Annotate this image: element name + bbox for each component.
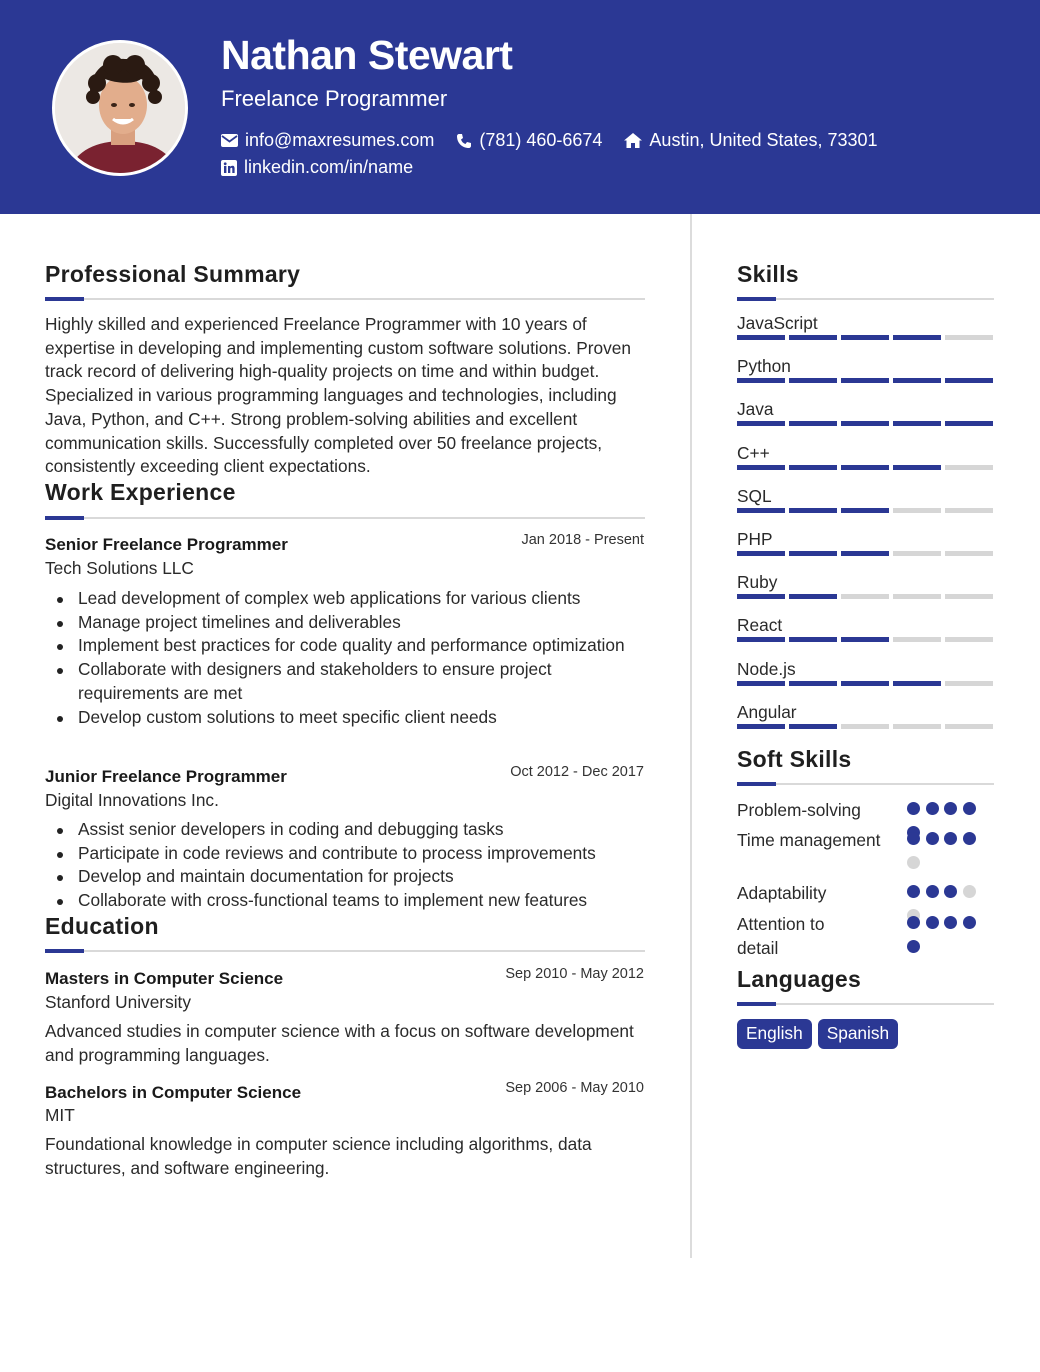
skill-level-segment	[737, 681, 785, 686]
rating-dot	[907, 885, 920, 898]
school-name: Stanford University	[45, 992, 191, 1012]
skill-name: Python	[737, 356, 791, 377]
contact-location	[624, 130, 877, 151]
job-bullet: Lead development of complex web applications for various clients	[78, 587, 648, 611]
skill-level-segment	[945, 724, 993, 729]
skill-level-bars	[737, 594, 993, 599]
skill-level-segment	[841, 335, 889, 340]
job-company: Tech Solutions LLC	[45, 558, 194, 578]
rating-dot	[926, 802, 939, 815]
job-date: Oct 2012 - Dec 2017	[510, 764, 644, 780]
skill-level-bars	[737, 421, 993, 426]
location-text: Austin, United States, 73301	[649, 130, 878, 150]
soft-skills-rule	[737, 783, 994, 785]
contact-row-2	[221, 157, 435, 178]
skill-level-segment	[789, 551, 837, 556]
skills-heading: Skills	[737, 261, 799, 287]
summary-rule	[45, 298, 645, 300]
profile-photo	[52, 40, 188, 176]
rating-dot	[907, 940, 920, 953]
rating-dot	[926, 832, 939, 845]
email-text: info@maxresumes.com	[245, 130, 435, 150]
skill-level-bars	[737, 465, 993, 470]
skill-name: SQL	[737, 485, 772, 506]
rating-dot	[926, 916, 939, 929]
skill-level-segment	[893, 551, 941, 556]
skill-level-segment	[737, 335, 785, 340]
rating-dot	[926, 885, 939, 898]
languages-list	[737, 1019, 898, 1049]
home-icon	[624, 133, 642, 148]
job-bullet: Implement best practices for code quality and performance optimization	[78, 634, 648, 658]
school-name: MIT	[45, 1105, 75, 1125]
phone-icon	[456, 133, 472, 149]
soft-skills-heading: Soft Skills	[737, 746, 852, 772]
degree-description: Foundational knowledge in computer science including algorithms, data structures, and software engineering.	[45, 1134, 592, 1178]
candidate-role: Freelance Programmer	[221, 86, 448, 111]
skill-level-segment	[841, 594, 889, 599]
skill-level-segment	[789, 465, 837, 470]
language-tag: Spanish	[818, 1019, 898, 1049]
skill-level-segment	[893, 724, 941, 729]
skill-level-segment	[945, 551, 993, 556]
skill-row	[737, 443, 993, 470]
skill-level-segment	[893, 594, 941, 599]
skill-level-segment	[789, 724, 837, 729]
job-bullet: Collaborate with designers and stakeholders to ensure project requirements are met	[78, 658, 648, 705]
skill-level-segment	[737, 551, 785, 556]
skill-level-segment	[737, 724, 785, 729]
skill-level-segment	[945, 378, 993, 383]
rating-dot	[907, 916, 920, 929]
experience-heading: Work Experience	[45, 479, 236, 505]
skill-level-segment	[945, 637, 993, 642]
languages-heading: Languages	[737, 966, 862, 992]
rating-dot	[907, 856, 920, 869]
skill-name: Ruby	[737, 572, 778, 593]
skill-level-segment	[737, 508, 785, 513]
rating-dot	[944, 802, 957, 815]
skill-level-segment	[893, 681, 941, 686]
skill-row	[737, 399, 993, 426]
skill-level-segment	[945, 421, 993, 426]
header-banner	[0, 0, 1040, 214]
skill-row	[737, 529, 993, 556]
phone-text: (781) 460-6674	[479, 130, 603, 150]
linkedin-text: linkedin.com/in/name	[244, 157, 414, 177]
skill-level-bars	[737, 508, 993, 513]
skill-level-segment	[893, 508, 941, 513]
language-tag: English	[737, 1019, 812, 1049]
skill-level-bars	[737, 637, 993, 642]
experience-rule	[45, 517, 645, 519]
skill-level-segment	[841, 551, 889, 556]
skill-level-segment	[893, 378, 941, 383]
linkedin-icon	[221, 160, 237, 176]
rating-dot	[907, 802, 920, 815]
skill-name: Java	[737, 399, 774, 420]
rating-dot	[963, 832, 976, 845]
profile-photo-illustration	[55, 43, 188, 176]
skill-level-segment	[737, 637, 785, 642]
rating-dot	[907, 832, 920, 845]
skill-level-segment	[945, 335, 993, 340]
rating-dot	[963, 885, 976, 898]
skill-level-segment	[841, 421, 889, 426]
skill-row	[737, 659, 993, 686]
rating-dot	[944, 885, 957, 898]
degree-date: Sep 2010 - May 2012	[505, 966, 644, 982]
skill-level-bars	[737, 724, 993, 729]
skill-row	[737, 486, 993, 513]
skill-level-segment	[893, 637, 941, 642]
skill-level-segment	[945, 594, 993, 599]
candidate-name: Nathan Stewart	[221, 32, 513, 78]
rating-dot	[963, 916, 976, 929]
skill-name: React	[737, 615, 783, 636]
skill-level-segment	[945, 508, 993, 513]
skill-level-segment	[841, 465, 889, 470]
languages-rule	[737, 1003, 994, 1005]
skill-level-bars	[737, 335, 993, 340]
job-company: Digital Innovations Inc.	[45, 790, 219, 810]
skill-row	[737, 313, 993, 340]
skill-level-segment	[789, 594, 837, 599]
rating-dot	[944, 832, 957, 845]
skill-level-segment	[789, 508, 837, 513]
job-title: Junior Freelance Programmer	[45, 767, 287, 786]
contact-linkedin[interactable]	[221, 157, 413, 178]
summary-heading: Professional Summary	[45, 261, 301, 287]
skill-level-segment	[789, 335, 837, 340]
job-bullet: Participate in code reviews and contribute to process improvements	[78, 842, 648, 866]
job-title: Senior Freelance Programmer	[45, 535, 288, 554]
degree-title: Bachelors in Computer Science	[45, 1083, 302, 1102]
skills-rule	[737, 298, 994, 300]
skill-level-bars	[737, 681, 993, 686]
column-divider	[690, 214, 692, 1258]
skill-level-segment	[841, 508, 889, 513]
skill-name: JavaScript	[737, 313, 818, 333]
skill-level-segment	[841, 637, 889, 642]
skill-level-segment	[737, 421, 785, 426]
skill-level-segment	[789, 637, 837, 642]
job-bullet: Manage project timelines and deliverables	[78, 611, 648, 635]
soft-skill-name: Attention to detail	[737, 914, 825, 958]
soft-skill-name: Adaptability	[737, 883, 827, 903]
skill-level-segment	[789, 421, 837, 426]
envelope-icon	[221, 134, 238, 147]
degree-title: Masters in Computer Science	[45, 969, 284, 988]
skill-level-segment	[789, 378, 837, 383]
job-bullets	[78, 587, 648, 729]
skill-name: Angular	[737, 701, 797, 722]
rating-dot	[963, 802, 976, 815]
contact-email[interactable]	[221, 130, 434, 151]
skill-level-segment	[737, 465, 785, 470]
skill-level-segment	[945, 681, 993, 686]
skill-row	[737, 702, 993, 729]
skill-name: PHP	[737, 529, 773, 549]
skill-name: C++	[737, 442, 770, 463]
skill-level-segment	[893, 465, 941, 470]
skill-row	[737, 615, 993, 642]
job-bullet: Develop and maintain documentation for projects	[78, 865, 648, 889]
job-date: Jan 2018 - Present	[521, 532, 644, 548]
contact-row	[221, 130, 900, 151]
degree-date: Sep 2006 - May 2010	[505, 1080, 644, 1096]
skill-level-segment	[737, 378, 785, 383]
job-bullets	[78, 818, 648, 913]
skill-level-segment	[893, 335, 941, 340]
skill-level-segment	[841, 681, 889, 686]
job-bullet: Develop custom solutions to meet specific client needs	[78, 706, 648, 730]
skill-level-bars	[737, 551, 993, 556]
education-rule	[45, 950, 645, 952]
skill-level-segment	[737, 594, 785, 599]
skill-level-segment	[841, 378, 889, 383]
skill-level-segment	[945, 465, 993, 470]
skill-level-bars	[737, 378, 993, 383]
skill-level-segment	[841, 724, 889, 729]
job-bullet: Assist senior developers in coding and debugging tasks	[78, 818, 648, 842]
education-heading: Education	[45, 913, 159, 939]
soft-skill-name: Problem-solving	[737, 800, 861, 820]
contact-phone[interactable]	[456, 130, 602, 151]
skill-level-segment	[789, 681, 837, 686]
skill-row	[737, 572, 993, 599]
degree-description: Advanced studies in computer science with a focus on software development and programming languages.	[45, 1021, 634, 1065]
skill-name: Node.js	[737, 658, 796, 679]
soft-skill-name: Time management	[737, 830, 881, 850]
rating-dot	[944, 916, 957, 929]
summary-text: Highly skilled and experienced Freelance Programmer with 10 years of expertise in developing and implementing custom software solutions. Proven track record of delivering high-quality projects on time and within budget. Specialized in various programming languages and technologies, including Java, Python, and C++. Strong problem-solving abilities and excellent communication skills. Successfully completed over 50 freelance projects, consistently exceeding client expectations.	[45, 314, 631, 477]
skill-row	[737, 356, 993, 383]
job-bullet: Collaborate with cross-functional teams to implement new features	[78, 889, 648, 913]
skill-level-segment	[893, 421, 941, 426]
